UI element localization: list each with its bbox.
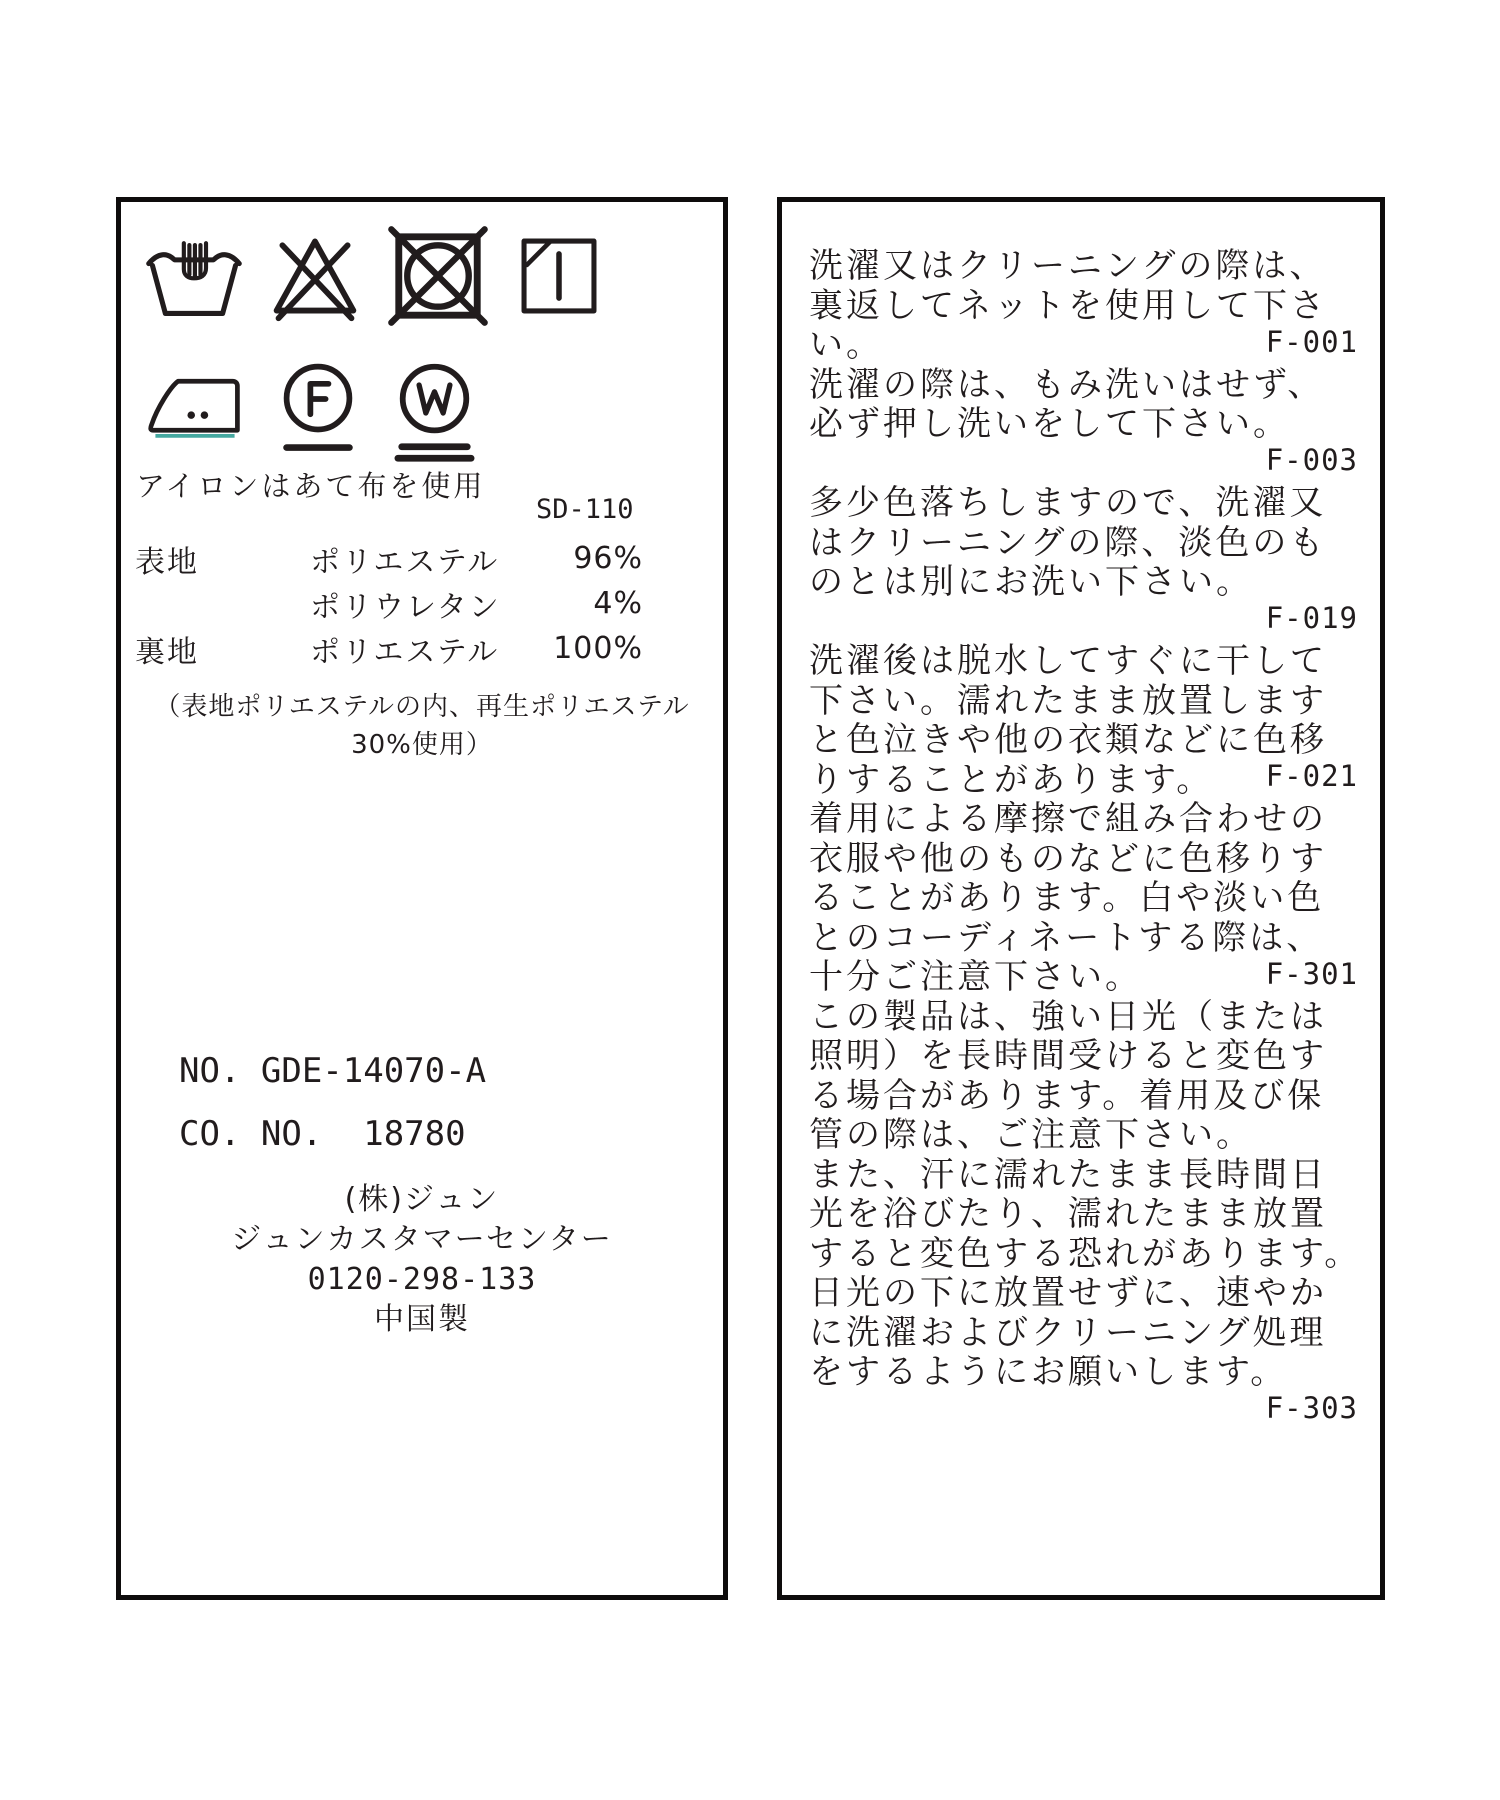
company-block (121, 1180, 723, 1340)
left-panel (116, 197, 728, 1600)
line-dry-in-shade-icon (513, 230, 605, 322)
care-line-text: すると変色する恐れがあります。 (809, 1233, 1362, 1274)
iron-note: アイロンはあて布を使用 (136, 469, 486, 503)
care-instruction-line (809, 915, 1358, 958)
product-number: NO. GDE-14070-A (179, 1051, 487, 1091)
care-line-text: に洗濯およびクリーニング処理 (809, 1312, 1327, 1353)
care-instruction-line (809, 875, 1358, 919)
wet-clean-w-icon (392, 360, 477, 466)
care-line-text: 衣服や他のものなどに色移りす (809, 838, 1327, 879)
care-line-text: をするようにお願いします。 (809, 1352, 1288, 1393)
recycled-note-line-2: 30%使用） (351, 730, 493, 760)
care-line-text: 下さい。濡れたまま放置します (809, 680, 1327, 721)
care-instruction-line (809, 1270, 1358, 1314)
care-instruction-line (809, 638, 1358, 682)
care-instruction-line (809, 441, 1358, 481)
care-line-text: 光を浴びたり、濡れたまま放置 (809, 1194, 1327, 1235)
care-line-text: 必ず押し洗いをして下さい。 (809, 404, 1290, 445)
care-symbols-row-1 (143, 218, 605, 334)
comp-material: ポリエステル (310, 544, 500, 580)
care-line-code: F-003 (1265, 443, 1358, 478)
care-line-code: F-019 (1265, 601, 1358, 636)
care-instruction-line (809, 836, 1358, 879)
care-line-text: る場合があります。着用及び保 (809, 1075, 1325, 1116)
comp-material: ポリエステル (310, 634, 500, 670)
care-symbols-row-2 (146, 360, 477, 466)
dry-clean-f-icon (278, 360, 358, 459)
care-instruction-line (809, 1191, 1358, 1235)
comp-percent: 96% (573, 541, 643, 576)
care-instruction-line (809, 1310, 1358, 1353)
care-line-text: 十分ご注意下さい。 (809, 957, 1142, 998)
company-line: (株)ジュン (344, 1182, 500, 1217)
care-instruction-line (809, 954, 1358, 998)
care-instruction-line (809, 1112, 1358, 1156)
care-line-text: 着用による摩擦で組み合わせの (809, 799, 1327, 840)
company-line: 中国製 (374, 1302, 470, 1337)
care-line-code: F-021 (1265, 759, 1358, 794)
care-line-code: F-301 (1265, 956, 1358, 991)
care-instruction-line (809, 559, 1358, 603)
care-instruction-line (809, 322, 1358, 366)
company-line: 0120-298-133 (307, 1262, 537, 1297)
care-instruction-line (809, 1152, 1358, 1195)
care-line-text: 管の際は、ご注意下さい。 (809, 1115, 1253, 1156)
care-line-text: と色泣きや他の衣類などに色移 (809, 720, 1327, 761)
care-line-text: 洗濯の際は、もみ洗いはせず、 (809, 364, 1325, 405)
care-instruction-line (809, 678, 1358, 721)
care-instruction-line (809, 480, 1358, 524)
care-instruction-line (809, 994, 1358, 1037)
care-line-text: 裏返してネットを使用して下さ (809, 285, 1327, 326)
composition-table (135, 536, 643, 671)
care-line-code: F-303 (1265, 1391, 1358, 1426)
care-line-text: 照明）を長時間受けると変色す (809, 1036, 1327, 1077)
comp-part: 表地 (135, 544, 199, 580)
care-line-text: 日光の下に放置せずに、速やか (809, 1273, 1327, 1314)
care-line-text: 多少色落ちしますので、洗濯又 (809, 483, 1327, 524)
care-line-text: 洗濯後は脱水してすぐに干して (809, 641, 1327, 682)
care-line-text: この製品は、強い日光（または (809, 996, 1327, 1037)
comp-percent: 4% (593, 586, 643, 621)
care-line-text: はクリーニングの際、淡色のも (809, 522, 1327, 563)
care-line-text: ることがあります。白や淡い色 (809, 878, 1325, 919)
care-instruction-line (809, 520, 1358, 563)
care-instruction-line (809, 362, 1358, 405)
care-instruction-line (809, 796, 1358, 840)
composition-row (135, 536, 643, 581)
care-line-text: い。 (809, 325, 883, 366)
care-instruction-line (809, 1073, 1358, 1116)
care-line-text: のとは別にお洗い下さい。 (809, 562, 1253, 603)
care-line-text: りすることがあります。 (809, 759, 1214, 800)
care-instruction-line (809, 243, 1358, 287)
care-instruction-line (809, 1033, 1358, 1077)
comp-material: ポリウレタン (310, 589, 501, 625)
do-not-bleach-icon (267, 226, 363, 326)
care-line-text: 洗濯又はクリーニングの際は、 (809, 246, 1327, 287)
right-panel (777, 197, 1385, 1600)
company-line: ジュンカスタマーセンター (231, 1222, 613, 1257)
care-instruction-line (809, 401, 1358, 445)
recycled-note-line-1: （表地ポリエステルの内、再生ポリエステル (154, 692, 690, 722)
do-not-tumble-dry-icon (385, 223, 491, 329)
recycled-polyester-note (121, 688, 723, 764)
care-instruction-line (809, 599, 1358, 639)
care-instruction-line (809, 1349, 1358, 1393)
care-line-code: F-001 (1265, 324, 1358, 359)
care-line-text: とのコーディネートする際は、 (809, 917, 1324, 958)
care-instruction-line (809, 1231, 1362, 1274)
company-order-number: CO. NO. 18780 (179, 1114, 466, 1154)
composition-row (135, 626, 643, 671)
comp-part: 裏地 (135, 634, 199, 670)
hand-wash-icon (143, 234, 245, 319)
care-line-text: また、汗に濡れたまま長時間日 (809, 1154, 1327, 1195)
care-instruction-line (809, 283, 1358, 326)
comp-percent: 100% (553, 631, 643, 666)
care-instruction-line (809, 1389, 1358, 1429)
composition-row (135, 581, 643, 626)
care-instruction-line (809, 757, 1358, 800)
care-instructions (809, 243, 1362, 1428)
iron-icon (146, 360, 244, 442)
care-instruction-line (809, 717, 1358, 761)
style-code: SD-110 (536, 494, 634, 525)
